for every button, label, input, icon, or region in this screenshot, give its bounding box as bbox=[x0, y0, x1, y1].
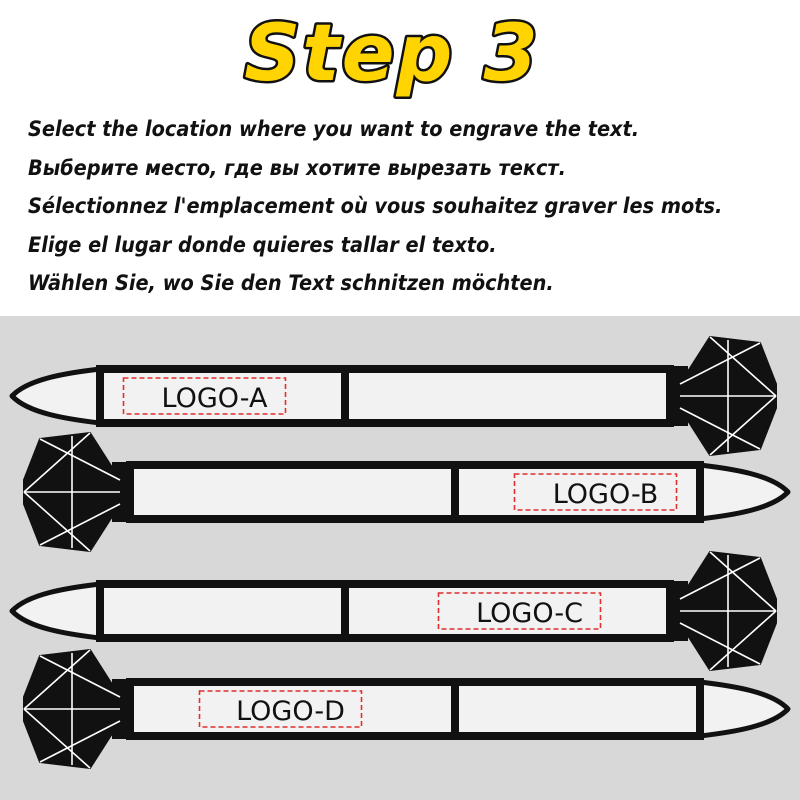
pen-tip bbox=[12, 584, 100, 638]
pen-tip bbox=[700, 682, 788, 736]
logo-label: LOGO-A bbox=[161, 383, 268, 414]
logo-label: LOGO-D bbox=[236, 696, 345, 727]
pen-b bbox=[24, 433, 788, 551]
pen-barrel-back bbox=[345, 369, 670, 423]
instruction-english: Select the location where you want to engrave the text. bbox=[28, 117, 640, 141]
diamond-gem-icon bbox=[680, 337, 776, 455]
pen-tip bbox=[12, 369, 100, 423]
instruction-french: Sélectionnez l'emplacement où vous souhaitez graver les mots. bbox=[28, 194, 723, 218]
instructions-block bbox=[28, 110, 788, 303]
step-title-container bbox=[0, 0, 800, 100]
logo-label: LOGO-C bbox=[476, 598, 583, 629]
diamond-gem-icon bbox=[680, 552, 776, 670]
diamond-gem-icon bbox=[24, 433, 120, 551]
pens-illustration bbox=[0, 316, 800, 800]
instruction-russian: Выберите место, где вы хотите вырезать текст. bbox=[28, 155, 566, 180]
pen-options-panel bbox=[0, 316, 800, 800]
step-title-graphic bbox=[0, 0, 800, 100]
pen-d bbox=[24, 650, 788, 768]
pen-a bbox=[12, 337, 776, 455]
pen-barrel-back bbox=[130, 465, 455, 519]
pen-tip bbox=[700, 465, 788, 519]
instruction-spanish: Elige el lugar donde quieres tallar el texto. bbox=[28, 232, 497, 257]
pen-barrel-front bbox=[100, 584, 345, 638]
logo-label: LOGO-B bbox=[552, 479, 659, 510]
pen-c bbox=[12, 552, 776, 670]
instruction-german: Wählen Sie, wo Sie den Text schnitzen möchten. bbox=[28, 271, 554, 295]
diamond-gem-icon bbox=[24, 650, 120, 768]
step-title: Step 3 bbox=[244, 9, 540, 99]
pen-barrel-front bbox=[455, 682, 700, 736]
